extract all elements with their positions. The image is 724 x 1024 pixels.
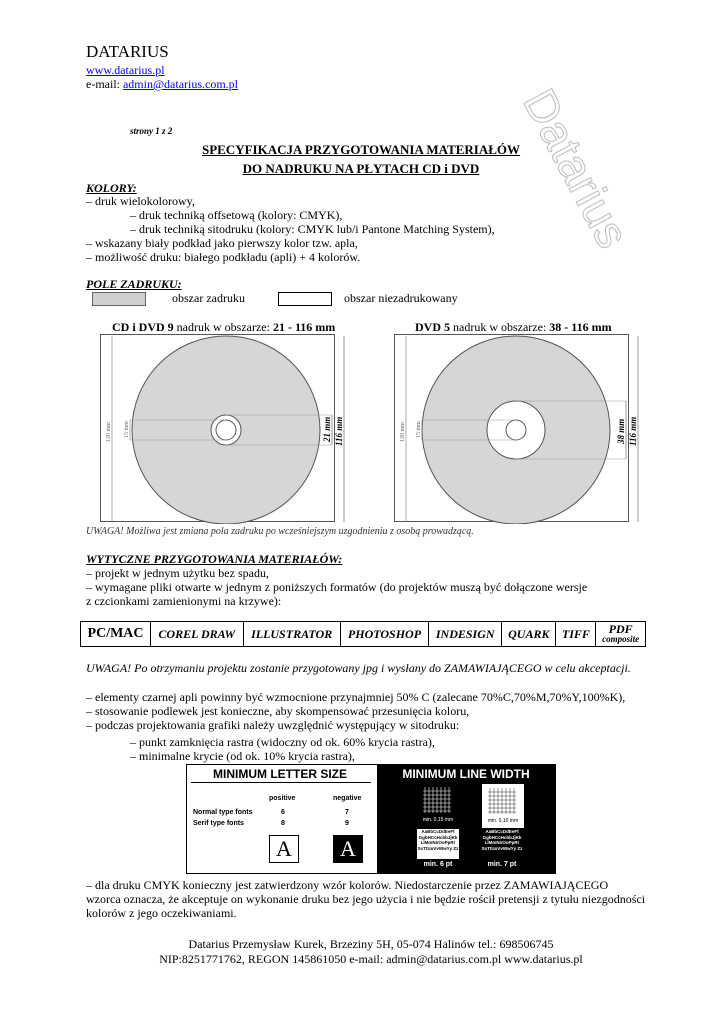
dvd-dim-print: 116 mm [628, 416, 638, 446]
final-note-line: kolorów z jego oczekiwaniami. [86, 906, 237, 920]
format-item: INDESIGN [429, 622, 502, 647]
row-normal-neg: 7 [345, 809, 349, 816]
line-width-panel [377, 765, 555, 873]
colors-heading: KOLORY: [86, 181, 137, 195]
line-grid-icon [482, 784, 524, 818]
footer-line-2: NIP:8251771762, REGON 145861050 e-mail: admin@datarius.com.pl www.datarius.pl [159, 952, 583, 966]
dvd-dim-outer: 120 mm [400, 422, 406, 442]
format-item: ILLUSTRATOR [243, 622, 340, 647]
dvd-hole [506, 420, 526, 440]
row-normal-label: Normal type fonts [193, 809, 253, 816]
guideline-bullet: – podczas projektowania grafiki należy uwzględnić występujący w sitodruku: [86, 718, 460, 732]
company-name: DATARIUS [86, 42, 169, 61]
format-platform: PC/MAC [81, 622, 151, 647]
formats-row [81, 622, 646, 647]
legend-unprinted-swatch [278, 292, 332, 306]
pt-right: min. 7 pt [481, 859, 523, 871]
final-note-line: – dla druku CMYK konieczny jest zatwierdzony wzór kolorów. Niedostarczenie przez ZAMAWIAJĄCEGO [86, 878, 609, 892]
line-sample-right [481, 783, 525, 829]
title-line-1: SPECYFIKACJA PRZYGOTOWANIA MATERIAŁÓW [201, 142, 521, 157]
guideline-line: – projekt w jednym użytku bez spadu, [86, 566, 269, 580]
email-label: e-mail: [86, 77, 123, 91]
dvd-diagram [394, 334, 646, 524]
text-sample-negative: AaBbCcDdEeFf GgbHCcHcbbJjKk LlMmNnOoPpRr SsTtUuVvWwYy Zz [481, 829, 523, 859]
line-min-right: min. 0,10 mm [487, 818, 519, 824]
colors-line: – wskazany biały podkład jako pierwszy kolor tzw. apla, [86, 236, 358, 250]
cd-dim-inner: 21 mm [322, 416, 332, 442]
row-serif-label: Serif type fonts [193, 820, 244, 827]
col-positive: positive [269, 795, 296, 802]
format-item: COREL DRAW [151, 622, 244, 647]
title-line-2: DO NADRUKU NA PŁYTACH CD i DVD [242, 161, 480, 176]
letter-title-rule [191, 782, 371, 783]
guideline-bullet: – stosowanie podlewek jest konieczne, aby skompensować przesunięcia koloru, [86, 704, 470, 718]
format-item: TIFF [556, 622, 596, 647]
format-pdf-sub: composite [602, 634, 640, 644]
colors-line: – druk wielokolorowy, [86, 194, 195, 208]
cd-title-text: nadruk w obszarze: [173, 320, 273, 334]
minimum-specs-box [186, 764, 556, 874]
guideline-sub-bullet: – punkt zamknięcia rastra (widoczny od ok. 60% krycia rastra), [130, 735, 435, 749]
cd-dim-outer: 120 mm [106, 422, 112, 442]
cd-diagram-title [112, 321, 335, 334]
line-sample-left [417, 783, 459, 827]
page-count: strony 1 z 2 [130, 126, 173, 136]
website-link[interactable]: www.datarius.pl [86, 63, 165, 77]
dvd-title-text: nadruk w obszarze: [450, 320, 550, 334]
col-negative: negative [333, 795, 362, 802]
cd-diagram [100, 334, 352, 524]
cd-dim-hole: 15 mm [124, 421, 130, 438]
letter-size-panel [187, 765, 377, 873]
cd-dim-print: 116 mm [334, 416, 344, 446]
legend-printed-label: obszar zadruku [172, 291, 245, 305]
format-item: QUARK [502, 622, 556, 647]
watermark-logo: Datarius [513, 80, 640, 257]
sample-letter-positive: A [269, 835, 299, 863]
print-field-heading: POLE ZADRUKU: [86, 277, 182, 291]
guideline-bullet: – elementy czarnej apli powinny być wzmocnione przynajmniej 50% C (zalecane 70%C,70%M,70%Y,100%K), [86, 690, 626, 704]
cd-type: CD i DVD 9 [112, 320, 174, 334]
format-pdf [596, 622, 646, 647]
email-line [86, 78, 238, 91]
cd-hole [216, 420, 236, 440]
line-width-title: MINIMUM LINE WIDTH [377, 767, 555, 781]
line-min-left: min. 0,15 mm [422, 817, 454, 823]
email-link[interactable]: admin@datarius.com.pl [122, 77, 239, 91]
format-item: PHOTOSHOP [340, 622, 429, 647]
guidelines-heading: WYTYCZNE PRZYGOTOWANIA MATERIAŁÓW: [86, 552, 343, 566]
sample-letter-negative: A [333, 835, 363, 863]
row-serif-pos: 8 [281, 820, 285, 827]
dvd-type: DVD 5 [415, 320, 450, 334]
final-note-line: wzorca oznacza, że akceptuje on wykonanie druku bez jego użycia i nie będzie rościł pretensji z tytułu niezgodności [86, 892, 646, 906]
colors-line: – możliwość druku: białego podkładu (apli) + 4 kolorów. [86, 250, 361, 264]
row-normal-pos: 6 [281, 809, 285, 816]
cd-range: 21 - 116 mm [272, 320, 336, 334]
row-serif-neg: 9 [345, 820, 349, 827]
dvd-dim-hole: 15 mm [416, 421, 422, 438]
dvd-diagram-title [415, 321, 612, 334]
format-pdf-label: PDF [608, 622, 633, 636]
pt-left: min. 6 pt [417, 859, 459, 871]
acceptance-note: UWAGA! Po otrzymaniu projektu zostanie przygotowany jpg i wysłany do ZAMAWIAJĄCEGO w celu akceptacji. [86, 661, 631, 675]
guideline-line: – wymagane pliki otwarte w jednym z poniższych formatów (do projektów muszą być dołączone wersje [86, 580, 588, 594]
footer-line-1: Datarius Przemysław Kurek, Brzeziny 5H, 05-074 Halinów tel.: 698506745 [188, 937, 554, 951]
letter-size-title: MINIMUM LETTER SIZE [213, 767, 347, 781]
guideline-sub-bullet: – minimalne krycie (od ok. 10% krycia rastra), [130, 749, 355, 763]
dvd-dim-inner: 38 mm [616, 418, 626, 444]
formats-table [80, 621, 646, 647]
dvd-range: 38 - 116 mm [549, 320, 612, 334]
line-grid-icon [417, 783, 459, 817]
legend-unprinted-label: obszar niezadrukowany [344, 291, 458, 305]
text-sample-positive: AaBbCcDdEeFf GgbHCcHcbbJjKk LlMmNnOoPpRr SsTtUuVvWwYy Zz [417, 829, 459, 859]
print-field-note: UWAGA! Możliwa jest zmiana pola zadruku po wcześniejszym uzgodnieniu z osobą prowadzącą. [86, 526, 474, 537]
guideline-line: z czcionkami zamienionymi na krzywe): [86, 594, 282, 608]
colors-line: – druk techniką sitodruku (kolory: CMYK lub/i Pantone Matching System), [130, 222, 495, 236]
legend-printed-swatch [92, 292, 146, 306]
colors-line: – druk techniką offsetową (kolory: CMYK), [130, 208, 343, 222]
